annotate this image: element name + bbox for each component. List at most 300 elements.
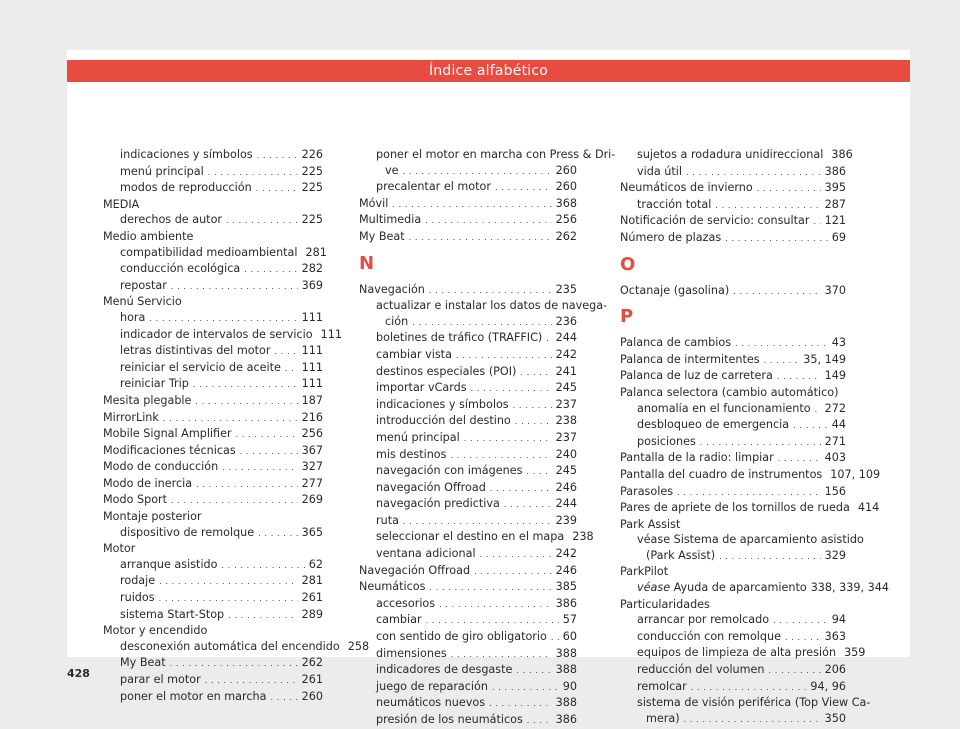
page-reference: 225 [301, 213, 323, 227]
index-entry [620, 283, 846, 300]
index-entry [359, 163, 577, 180]
dot-leader [258, 525, 298, 542]
page-header-title: Índice alfabético [67, 60, 910, 82]
index-entry [620, 645, 866, 662]
page-reference: 241 [555, 364, 577, 378]
dot-leader [149, 310, 297, 327]
page-reference: 237 [555, 430, 577, 444]
index-term-text: Ayuda de aparcamiento [673, 581, 807, 595]
index-entry [103, 245, 327, 262]
index-entry [620, 147, 853, 164]
index-term: ruidos [120, 591, 155, 605]
index-term: mera) [646, 711, 680, 725]
page-reference: 260 [555, 180, 577, 194]
index-term: Neumáticos [359, 580, 426, 594]
index-entry [103, 393, 323, 410]
index-entry [620, 401, 846, 418]
page-reference: 245 [555, 464, 577, 478]
index-entry [359, 330, 577, 347]
page-reference: 245 [555, 381, 577, 395]
index-entry [359, 695, 577, 712]
index-term: dimensiones [376, 646, 447, 660]
index-term: desconexión automática del encendido [120, 639, 340, 653]
dot-leader [439, 596, 552, 613]
index-entry [359, 612, 577, 629]
dot-leader [222, 459, 297, 476]
index-term: My Beat [359, 229, 405, 243]
page-reference: 69 [831, 230, 846, 244]
dot-leader [735, 335, 828, 352]
dot-leader [163, 410, 298, 427]
dot-leader [492, 679, 559, 696]
page-reference: 149 [824, 369, 846, 383]
index-term: importar vCards [376, 381, 467, 395]
index-entry [103, 590, 323, 607]
dot-leader [516, 662, 551, 679]
index-column-2 [359, 147, 616, 729]
dot-leader [451, 646, 552, 663]
index-entry [359, 380, 577, 397]
index-term: posiciones [637, 434, 696, 448]
index-entry [103, 261, 323, 278]
index-entry [620, 580, 889, 597]
dot-leader [686, 164, 821, 181]
index-term: desbloqueo de emergencia [637, 418, 790, 432]
index-term: ventana adicional [376, 547, 476, 561]
dot-leader [520, 364, 551, 381]
page-reference: 282 [301, 262, 323, 276]
dot-leader [764, 352, 800, 369]
index-term: navegación Offroad [376, 480, 486, 494]
index-term: letras distintivas del motor [120, 344, 271, 358]
index-term: reducción del volumen [637, 663, 765, 677]
index-entry [620, 548, 846, 565]
page-reference: 242 [555, 347, 577, 361]
index-entry: véase Sistema de aparcamiento asistido [637, 533, 864, 547]
index-column-1 [103, 147, 370, 705]
index-entry [359, 546, 577, 563]
index-entry [103, 672, 323, 689]
index-entry [359, 413, 577, 430]
index-term: parar el motor [120, 673, 201, 686]
index-term: repostar [120, 278, 167, 292]
dot-leader [208, 164, 298, 181]
dot-leader [450, 447, 551, 464]
dot-leader [171, 278, 298, 295]
dot-leader [256, 180, 298, 197]
index-entry [359, 430, 577, 447]
index-term: tracción total [637, 197, 712, 211]
page-reference: 338, 339, 344 [810, 581, 889, 595]
index-entry [359, 212, 577, 229]
dot-leader [684, 711, 821, 728]
page-reference: 367 [301, 443, 323, 457]
index-entry [359, 447, 577, 464]
page-reference: 388 [555, 663, 577, 677]
index-entry [620, 484, 846, 501]
dot-leader [271, 689, 298, 706]
page-reference: 206 [824, 663, 846, 677]
index-entry: sistema de visión periférica (Top View Ca- [637, 696, 871, 710]
dot-leader [700, 434, 821, 451]
index-entry: Motor y encendido [103, 624, 208, 638]
index-entry [103, 525, 323, 542]
dot-leader [193, 376, 298, 393]
section-letter: P [620, 306, 634, 328]
dot-leader [274, 343, 297, 360]
page-reference: 369 [301, 278, 323, 292]
dot-leader [196, 476, 298, 493]
index-entry: Menú Servicio [103, 295, 182, 309]
index-entry [103, 164, 323, 181]
index-entry [620, 230, 846, 247]
page-reference: 238 [572, 530, 594, 544]
index-term: Parasoles [620, 484, 674, 498]
index-entry: actualizar e instalar los datos de navega- [376, 299, 608, 313]
index-term: indicaciones y símbolos [120, 148, 253, 161]
index-term: Palanca de intermitentes [620, 352, 760, 366]
page-reference: 240 [555, 447, 577, 461]
page-reference: 238 [555, 414, 577, 428]
index-entry [620, 434, 846, 451]
page-reference: 226 [301, 148, 323, 161]
dot-leader [773, 612, 828, 629]
dot-leader [757, 180, 821, 197]
dot-leader [403, 163, 552, 180]
index-entry [103, 607, 323, 624]
dot-leader [464, 430, 552, 447]
index-term: Octanaje (gasolina) [620, 283, 730, 297]
document-page [67, 50, 910, 726]
index-entry [359, 563, 577, 580]
dot-leader [429, 579, 551, 596]
dot-leader [813, 213, 820, 230]
index-entry: poner el motor en marcha con Press & Dri- [376, 148, 616, 161]
index-entry: Palanca selectora (cambio automático) [620, 385, 839, 399]
index-entry [620, 662, 846, 679]
page-reference: 277 [301, 476, 323, 490]
index-entry [359, 196, 577, 213]
dot-leader [513, 397, 552, 414]
page-reference: 386 [824, 164, 846, 178]
page-reference: 242 [555, 547, 577, 561]
dot-leader [778, 450, 821, 467]
index-entry [103, 376, 323, 393]
index-term: indicaciones y símbolos [376, 397, 509, 411]
dot-leader [244, 261, 297, 278]
index-entry [359, 229, 577, 246]
index-entry [359, 596, 577, 613]
index-term [637, 580, 807, 596]
dot-leader [226, 212, 298, 229]
dot-leader [228, 607, 297, 624]
page-reference: 262 [301, 656, 323, 670]
index-entry [103, 360, 323, 377]
page-reference: 403 [824, 451, 846, 465]
index-term: menú principal [376, 430, 460, 444]
dot-leader [392, 196, 551, 213]
dot-leader [171, 492, 298, 509]
index-term: Modo Sport [103, 493, 168, 507]
index-entry [103, 180, 323, 197]
index-entry [359, 529, 594, 546]
dot-leader [785, 629, 821, 646]
index-term: Notificación de servicio: consultar [620, 214, 810, 228]
index-entry: MEDIA [103, 197, 140, 211]
index-term: juego de reparación [376, 679, 488, 693]
page-reference: 216 [301, 410, 323, 424]
page-reference: 370 [824, 283, 846, 297]
page-reference: 107, 109 [830, 467, 881, 481]
index-entry [359, 314, 577, 331]
page-reference: 235 [555, 282, 577, 296]
index-term: equipos de limpieza de alta presión [637, 646, 837, 660]
dot-leader [490, 480, 552, 497]
page-reference: 327 [301, 460, 323, 474]
index-entry [103, 327, 342, 344]
page-reference: 225 [301, 164, 323, 178]
page-reference: 359 [844, 646, 866, 660]
index-term: indicador de intervalos de servicio [120, 327, 313, 341]
page-reference: 388 [555, 696, 577, 710]
page-reference: 272 [824, 401, 846, 415]
index-term: precalentar el motor [376, 180, 491, 194]
index-term: ción [385, 314, 409, 328]
index-term: modos de reproducción [120, 181, 252, 195]
dot-leader [551, 629, 559, 646]
index-entry [620, 197, 846, 214]
index-term: poner el motor en marcha [120, 689, 267, 703]
index-term: rodaje [120, 574, 156, 588]
page-reference: 281 [301, 574, 323, 588]
dot-leader [677, 484, 821, 501]
page-reference: 261 [301, 673, 323, 686]
index-entry: Particularidades [620, 597, 710, 611]
page-reference: 244 [555, 331, 577, 345]
page-reference: 111 [301, 310, 323, 324]
index-entry [103, 459, 323, 476]
index-entry [620, 417, 846, 434]
index-entry [620, 467, 881, 484]
page-reference: 388 [555, 646, 577, 660]
dot-leader [526, 463, 551, 480]
index-term: mis destinos [376, 447, 447, 461]
page-reference: 329 [824, 548, 846, 562]
dot-leader [815, 401, 821, 418]
index-term: Modo de inercia [103, 476, 193, 490]
index-term: Móvil [359, 196, 389, 210]
dot-leader [515, 413, 552, 430]
index-entry [620, 213, 846, 230]
index-term: cambiar vista [376, 347, 452, 361]
dot-leader [159, 573, 297, 590]
index-term: hora [120, 310, 146, 324]
index-entry [620, 629, 846, 646]
see-also-label: véase [637, 581, 671, 595]
dot-leader [456, 347, 552, 364]
page-reference: 239 [555, 513, 577, 527]
index-term: cambiar [376, 613, 422, 627]
dot-leader [715, 197, 820, 214]
index-term: Pares de apriete de los tornillos de rueda [620, 501, 850, 515]
page-reference: 258 [347, 639, 370, 653]
index-term: ruta [376, 513, 399, 527]
index-term: dispositivo de remolque [120, 525, 255, 539]
page-reference: 386 [831, 148, 853, 161]
page-reference: 236 [555, 314, 577, 328]
dot-leader [285, 360, 298, 377]
dot-leader [527, 712, 552, 729]
page-reference: 289 [301, 607, 323, 621]
index-term: Modificaciones técnicas [103, 443, 236, 457]
index-entry [620, 500, 880, 517]
page-reference: 246 [555, 563, 577, 577]
index-entry [359, 496, 577, 513]
index-term: reiniciar el servicio de aceite [120, 360, 281, 374]
index-column-3 [620, 147, 889, 727]
index-term: MirrorLink [103, 410, 159, 424]
section-letter: N [359, 252, 375, 274]
index-term: arranque asistido [120, 557, 218, 571]
index-entry [359, 646, 577, 663]
index-entry [620, 335, 846, 352]
index-term: indicadores de desgaste [376, 663, 513, 677]
index-term: destinos especiales (POI) [376, 364, 517, 378]
page-reference: 414 [857, 501, 880, 515]
index-term: Multimedia [359, 213, 422, 227]
index-entry [620, 679, 846, 696]
index-term: seleccionar el destino en el mapa [376, 530, 565, 544]
index-term: compatibilidad medioambiental [120, 245, 298, 259]
index-entry [103, 476, 323, 493]
dot-leader [426, 612, 559, 629]
index-entry [359, 662, 577, 679]
index-term: boletines de tráfico (TRAFFIC) [376, 331, 543, 345]
index-entry [103, 278, 323, 295]
dot-leader [195, 393, 297, 410]
section-letter: O [620, 253, 636, 275]
index-entry [103, 310, 323, 327]
index-entry: Motor [103, 542, 136, 556]
dot-leader [489, 695, 552, 712]
page-reference: 156 [824, 484, 846, 498]
index-term: sujetos a rodadura unidireccional [637, 148, 824, 161]
page-reference: 386 [555, 713, 577, 726]
page-reference: 60 [562, 630, 577, 644]
page-reference: 262 [555, 229, 577, 243]
page-reference: 35, 149 [803, 352, 846, 366]
dot-leader [222, 557, 305, 574]
dot-leader [205, 672, 298, 689]
index-entry [620, 368, 846, 385]
index-term: Neumáticos de invierno [620, 181, 753, 195]
page-reference: 365 [301, 525, 323, 539]
index-term: (Park Assist) [646, 548, 716, 562]
index-entry: Montaje posterior [103, 510, 202, 524]
dot-leader [257, 147, 298, 164]
page-reference: 62 [308, 557, 323, 571]
index-entry [103, 426, 323, 443]
index-entry [359, 282, 577, 299]
dot-leader [769, 662, 821, 679]
index-term: Número de plazas [620, 230, 722, 244]
index-term: con sentido de giro obligatorio [376, 630, 547, 644]
page-reference: 111 [301, 344, 323, 358]
page-reference: 94, 96 [810, 679, 846, 693]
index-entry [620, 711, 846, 728]
index-term: Pantalla del cuadro de instrumentos [620, 467, 823, 481]
dot-leader [412, 314, 551, 331]
page-reference: 350 [824, 711, 846, 725]
index-entry [103, 573, 323, 590]
index-term: Palanca de cambios [620, 336, 732, 350]
page-reference: 261 [301, 591, 323, 605]
index-entry [359, 347, 577, 364]
index-term: menú principal [120, 164, 204, 178]
page-reference: 269 [301, 493, 323, 507]
dot-leader [409, 229, 552, 246]
index-entry [103, 492, 323, 509]
index-entry [103, 147, 323, 164]
dot-leader [240, 443, 298, 460]
index-entry [620, 450, 846, 467]
dot-leader [691, 679, 807, 696]
index-entry [620, 612, 846, 629]
index-entry [359, 513, 577, 530]
dot-leader [546, 330, 551, 347]
dot-leader [504, 496, 552, 513]
index-entry: Medio ambiente [103, 229, 194, 243]
page-reference: 237 [555, 397, 577, 411]
index-term: ve [385, 163, 399, 177]
dot-leader [471, 380, 552, 397]
dot-leader [159, 590, 298, 607]
dot-leader [403, 513, 552, 530]
page-reference: 395 [824, 181, 846, 195]
page-reference: 244 [555, 497, 577, 511]
index-term: introducción del destino [376, 414, 511, 428]
dot-leader [170, 655, 298, 672]
page-reference: 386 [555, 596, 577, 610]
index-term: vida útil [637, 164, 682, 178]
page-reference: 246 [555, 480, 577, 494]
page-reference: 225 [301, 181, 323, 195]
index-entry [359, 480, 577, 497]
index-entry [103, 655, 323, 672]
index-entry [103, 443, 323, 460]
page-reference: 363 [824, 629, 846, 643]
index-entry [359, 712, 577, 729]
index-term: remolcar [637, 679, 687, 693]
index-entry [103, 639, 370, 656]
page-reference: 111 [320, 327, 342, 341]
dot-leader [480, 546, 552, 563]
index-term: neumáticos nuevos [376, 696, 486, 710]
index-entry [103, 410, 323, 427]
dot-leader [719, 548, 821, 565]
page-reference: 271 [824, 434, 846, 448]
dot-leader [236, 426, 298, 443]
index-term: presión de los neumáticos [376, 713, 523, 726]
dot-leader [429, 282, 552, 299]
page-reference: 121 [824, 214, 846, 228]
index-entry [359, 579, 577, 596]
page-reference: 90 [562, 679, 577, 693]
index-term: Navegación Offroad [359, 563, 471, 577]
index-entry [359, 679, 577, 696]
dot-leader [495, 179, 552, 196]
index-term: navegación con imágenes [376, 464, 523, 478]
